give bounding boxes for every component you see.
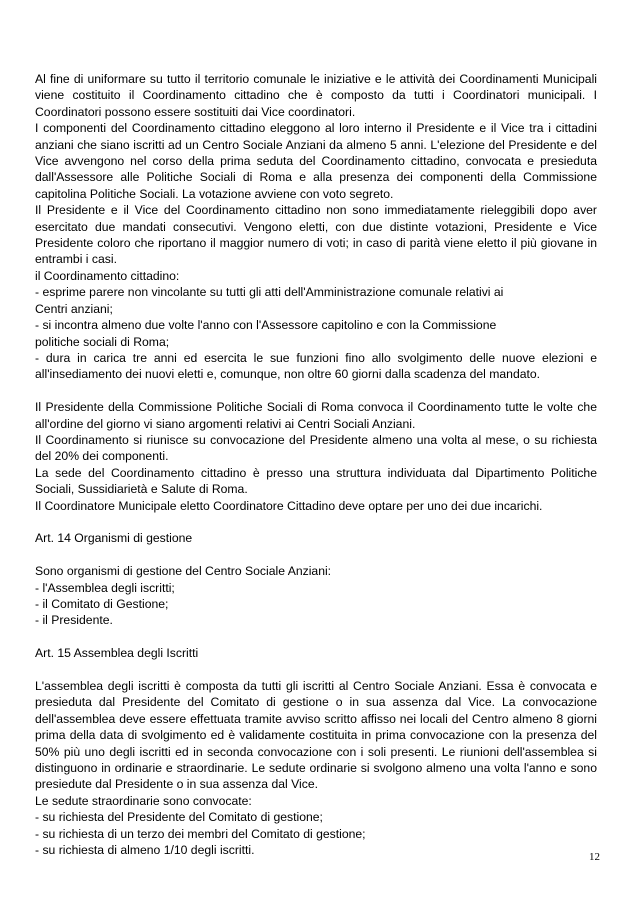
text-line: Il Coordinatore Municipale eletto Coordinatore Cittadino deve optare per uno dei due incarichi. (35, 498, 543, 513)
paragraph-spacer (35, 547, 597, 563)
paragraph-spacer (35, 629, 597, 645)
list-item: - il Comitato di Gestione; (35, 596, 169, 611)
list-item: - su richiesta del Presidente del Comitato di gestione; (35, 810, 323, 825)
text-line: il Coordinamento cittadino: (35, 268, 180, 283)
text-line: La sede del Coordinamento cittadino è presso una struttura individuata dal Dipartimento Politiche Sociali, Sussidiarietà e Salute di Roma. (35, 465, 597, 497)
document-body (35, 71, 597, 858)
text-line: politiche sociali di Roma; (35, 334, 170, 349)
page-number: 12 (589, 851, 600, 863)
heading-text: Art. 14 Organismi di gestione (35, 531, 193, 546)
text-line: Al fine di uniformare su tutto il territorio comunale le iniziative e le attività dei Coordinamenti Municipali viene costituito il Coordinamento cittadino che è composto da tutti i Coordinatori municipali. I Coordinatori possono essere sostituiti dai Vice coordinatori. (35, 72, 597, 119)
article-14-heading (35, 530, 597, 546)
paragraph-convocazione (35, 399, 597, 514)
text-line: Le sedute straordinarie sono convocate: (35, 793, 252, 808)
paragraph-organismi (35, 563, 597, 629)
paragraph-spacer (35, 383, 597, 399)
text-line: - esprime parere non vincolante su tutti gli atti dell'Amministrazione comunale relativi ai (35, 285, 504, 300)
text-line: Centri anziani; (35, 301, 113, 316)
list-item: - l'Assemblea degli iscritti; (35, 580, 175, 595)
text-line: - si incontra almeno due volte l'anno con l'Assessore capitolino e con la Commissione (35, 318, 497, 333)
text-line: Il Coordinamento si riunisce su convocazione del Presidente almeno una volta al mese, o su richiesta del 20% dei componenti. (35, 432, 597, 464)
text-line: L'assemblea degli iscritti è composta da tutti gli iscritti al Centro Sociale Anziani. Essa è convocata e presieduta dal Presidente del Comitato di gestione o in sua assenza dal Vice. La convocazione dell'assemblea deve essere effettuata tramite avviso scritto affisso nei locali del Centro almeno 8 giorni prima della data di svolgimento ed è validamente costituita in prima convocazione con la presenza del 50% più uno degli iscritti ed in seconda convocazione con i soli presenti. Le riunioni dell'assemblea si distinguono in ordinarie e straordinarie. Le sedute ordinarie si svolgono almeno una volta l'anno e sono presiedute dal Presidente o in sua assenza dal Vice. (35, 678, 597, 792)
list-item: - su richiesta di almeno 1/10 degli iscritti. (35, 843, 255, 858)
list-item: - su richiesta di un terzo dei membri del Comitato di gestione; (35, 826, 366, 841)
text-line: Il Presidente della Commissione Politiche Sociali di Roma convoca il Coordinamento tutte le volte che all'ordine del giorno vi siano argomenti relativi ai Centri Sociali Anziani. (35, 400, 597, 431)
heading-text: Art. 15 Assemblea degli Iscritti (35, 646, 199, 661)
text-line: Il Presidente e il Vice del Coordinamento cittadino non sono immediatamente rieleggibili dopo aver esercitato due mandati consecutivi. Vengono eletti, con due distinte votazioni, Presidente e Vice Presidente coloro che riportano il maggior numero di voti; in caso di parità viene eletto il più giovane in entrambi i casi. (35, 203, 597, 267)
article-15-heading (35, 645, 597, 661)
text-line: I componenti del Coordinamento cittadino eleggono al loro interno il Presidente e il Vice tra i cittadini anziani che siano iscritti ad un Centro Sociale Anziani da almeno 5 anni. L'elezione del Presidente e del Vice avvengono nel corso della prima seduta del Coordinamento cittadino, convocata e presieduta dall'Assessore alle Politiche Sociali di Roma e alla presenza dei componenti della Commissione capitolina Politiche Sociali. La votazione avviene con voto segreto. (35, 121, 597, 201)
text-line: - dura in carica tre anni ed esercita le sue funzioni fino allo svolgimento delle nuove elezioni e all'insediamento dei nuovi eletti e, comunque, non oltre 60 giorni dalla scadenza del mandato. (35, 350, 597, 382)
paragraph-assemblea (35, 678, 597, 858)
paragraph-spacer (35, 662, 597, 678)
paragraph-coordinamento (35, 71, 597, 383)
list-item: - il Presidente. (35, 613, 113, 628)
paragraph-spacer (35, 514, 597, 530)
text-line: Sono organismi di gestione del Centro Sociale Anziani: (35, 564, 332, 579)
